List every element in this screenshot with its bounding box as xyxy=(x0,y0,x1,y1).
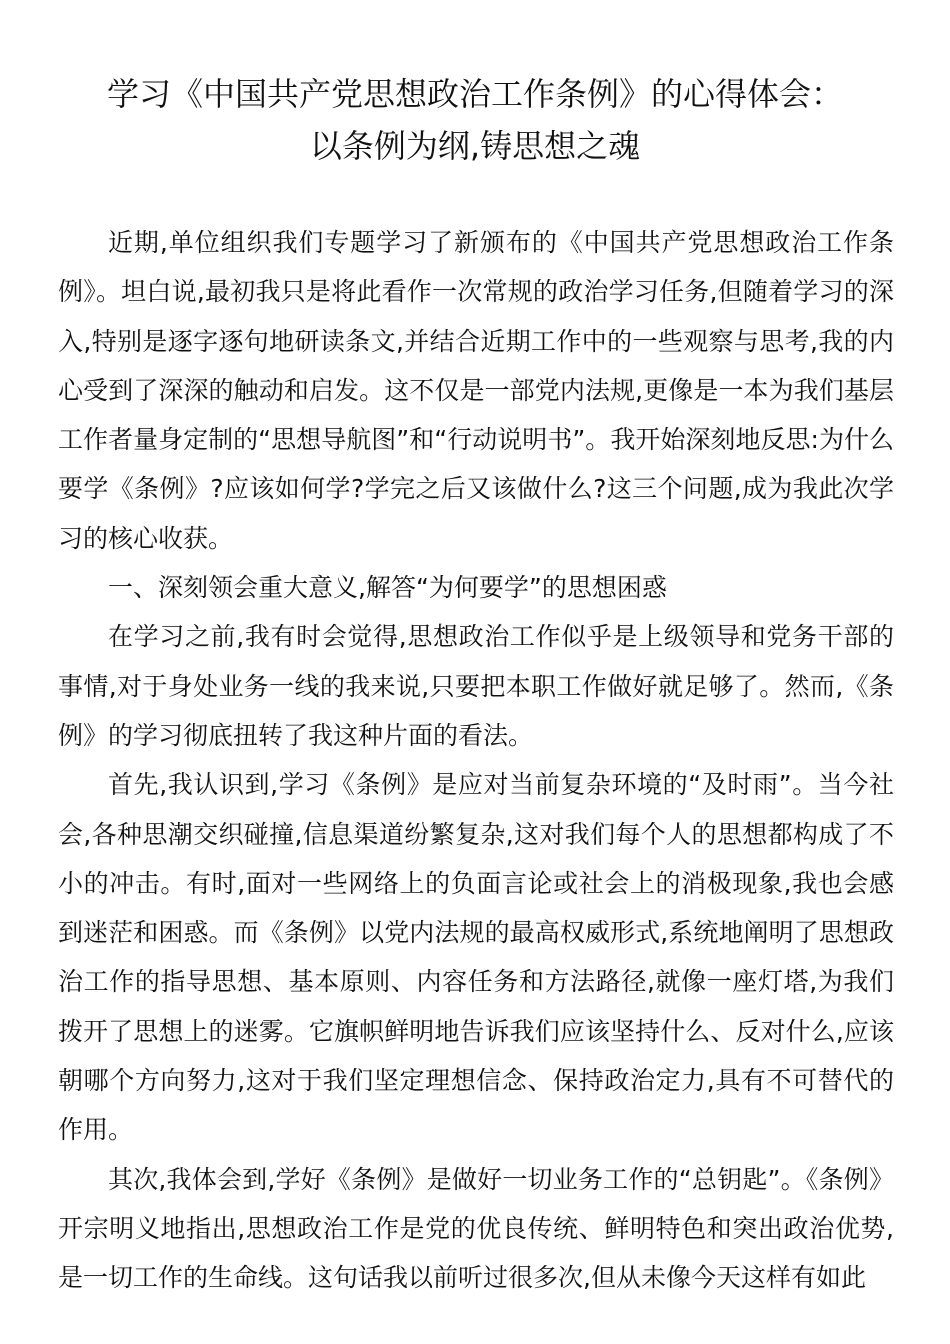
paragraph: 其次,我体会到,学好《条例》是做好一切业务工作的“总钥匙”。《条例》开宗明义地指出,思想政治工作是党的优良传统、鲜明特色和突出政治优势,是一切工作的生命线。这句话我以前听过很多次,但从未像今天这样有如此 xyxy=(58,1164,894,1293)
title-line-1: 学习《中国共产党思想政治工作条例》的心得体会： xyxy=(106,75,843,113)
paragraph: 首先,我认识到,学习《条例》是应对当前复杂环境的“及时雨”。当今社会,各种思潮交织碰撞,信息渠道纷繁复杂,这对我们每个人的思想都构成了不小的冲击。有时,面对一些网络上的负面言论或社会上的消极现象,我也会感到迷茫和困惑。而《条例》以党内法规的最高权威形式,系统地阐明了思想政治工作的指导思想、基本原则、内容任务和方法路径,就像一座灯塔,为我们拨开了思想上的迷雾。它旗帜鲜明地告诉我们应该坚持什么、反对什么,应该朝哪个方向努力,这对于我们坚定理想信念、保持政治定力,具有不可替代的作用。 xyxy=(58,770,894,1145)
paragraph-intro: 近期,单位组织我们专题学习了新颁布的《中国共产党思想政治工作条例》。坦白说,最初我只是将此看作一次常规的政治学习任务,但随着学习的深入,特别是逐字逐句地研读条文,并结合近期工作中的一些观察与思考,我的内心受到了深深的触动和启发。这不仅是一部党内法规,更像是一本为我们基层工作者量身定制的“思想导航图”和“行动说明书”。我开始深刻地反思:为什么要学《条例》?应该如何学?学完之后又该做什么?这三个问题,成为我此次学习的核心收获。 xyxy=(58,228,894,553)
document-title xyxy=(40,68,910,172)
title-line-2: 以条例为纲,铸思想之魂 xyxy=(309,127,641,165)
document-body xyxy=(58,218,894,1303)
section-heading-1: 一、深刻领会重大意义,解答“为何要学”的思想困惑 xyxy=(108,573,667,603)
paragraph: 在学习之前,我有时会觉得,思想政治工作似乎是上级领导和党务干部的事情,对于身处业务一线的我来说,只要把本职工作做好就足够了。然而,《条例》的学习彻底扭转了我这种片面的看法。 xyxy=(58,622,894,750)
